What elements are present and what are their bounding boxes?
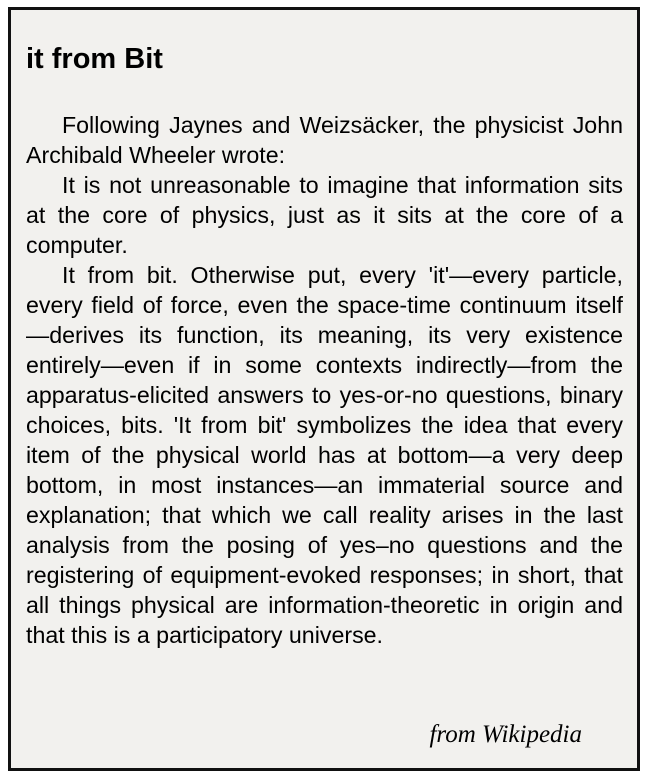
- page-title: it from Bit: [26, 43, 163, 75]
- quote-paragraph-2: It from bit. Otherwise put, every 'it'—every particle, every field of force, even the space-time continuum itself—derives its function, its meaning, its very existence entirely—even if in some contexts indirectly—from the apparatus-elicited answers to yes-or-no questions, binary choices, bits. 'It from bit' symbolizes the idea that every item of the physical world has at bottom—a very deep bottom, in most instances—an immaterial source and explanation; that which we call reality arises in the last analysis from the posing of yes–no questions and the registering of equipment-evoked responses; in short, that all things physical are information-theoretic in origin and that this is a participatory universe.: [26, 262, 623, 648]
- quote-card: [8, 7, 640, 771]
- source-attribution: from Wikipedia: [429, 721, 582, 748]
- quote-body: [26, 110, 623, 650]
- intro-paragraph: Following Jaynes and Weizsäcker, the physicist John Archibald Wheeler wrote:: [26, 112, 623, 168]
- quote-paragraph-1: It is not unreasonable to imagine that information sits at the core of physics, just as it sits at the core of a computer.: [26, 172, 623, 258]
